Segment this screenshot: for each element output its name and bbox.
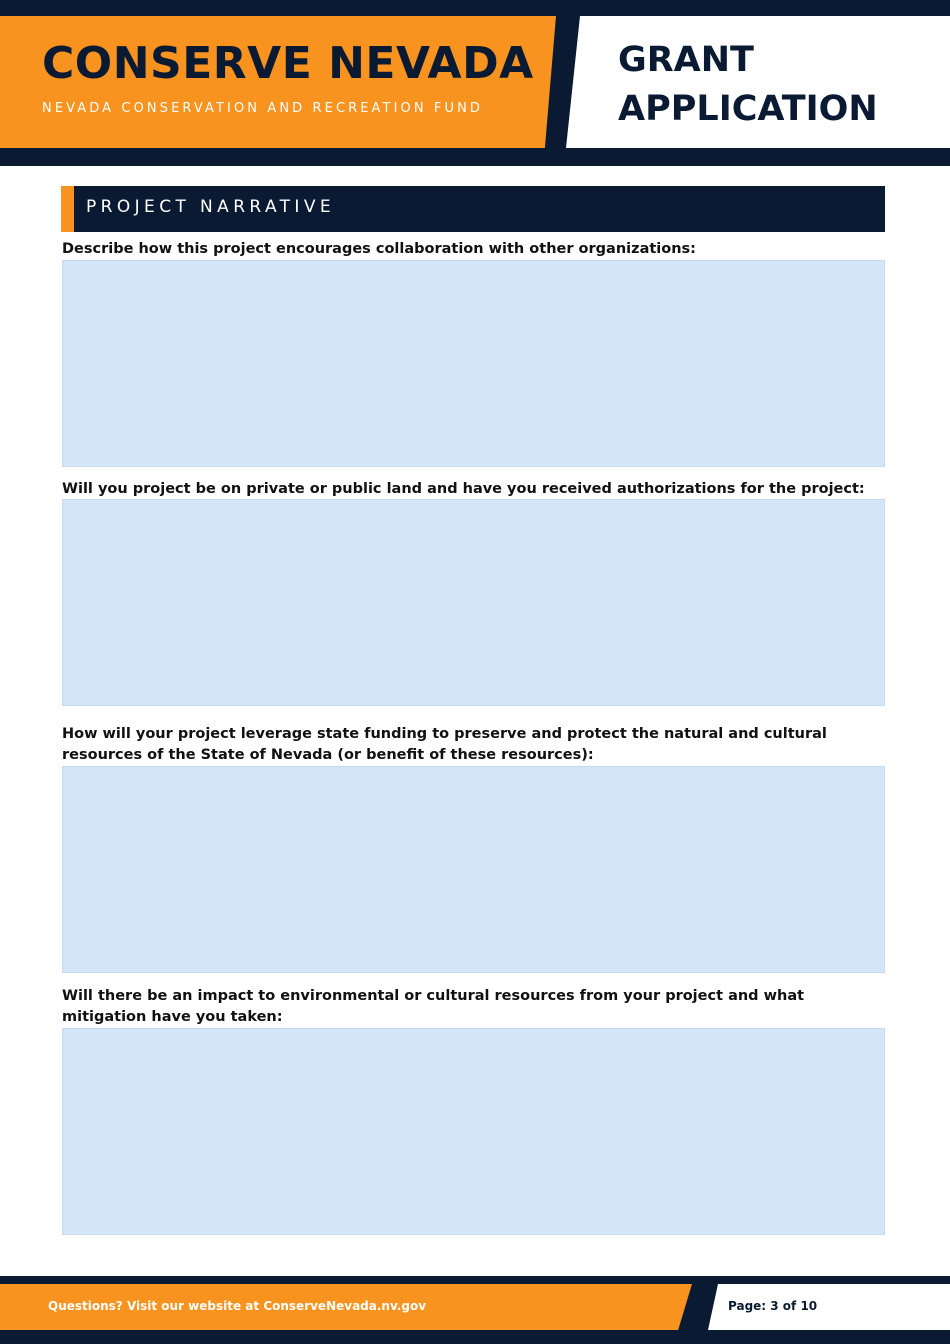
- document-title: GRANT APPLICATION: [618, 40, 878, 129]
- question-label-collaboration: Describe how this project encourages collaboration with other organizations:: [62, 241, 696, 257]
- question-label-state-funding: How will your project leverage state funding to preserve and protect the natural and cultural resources of the State of Nevada (or benefit of these resources):: [62, 726, 827, 763]
- section-title: PROJECT NARRATIVE: [86, 197, 336, 217]
- answer-field-land-authorization[interactable]: [62, 499, 885, 706]
- section-accent: [61, 186, 74, 232]
- brand-title: CONSERVE NEVADA: [42, 38, 534, 89]
- answer-field-impact-mitigation[interactable]: [62, 1028, 885, 1235]
- brand-subtitle: NEVADA CONSERVATION AND RECREATION FUND: [42, 101, 484, 116]
- question-label-impact-mitigation: Will there be an impact to environmental or cultural resources from your project and what mitigation have you taken:: [62, 988, 805, 1025]
- section-header: [61, 186, 885, 232]
- footer-contact-text: Questions? Visit our website at ConserveNevada.nv.gov: [48, 1299, 427, 1313]
- question-label-land-authorization: Will you project be on private or public land and have you received authorizations for the project:: [62, 481, 865, 497]
- page-number: Page: 3 of 10: [728, 1299, 818, 1313]
- answer-field-collaboration[interactable]: [62, 260, 885, 467]
- answer-field-state-funding[interactable]: [62, 766, 885, 973]
